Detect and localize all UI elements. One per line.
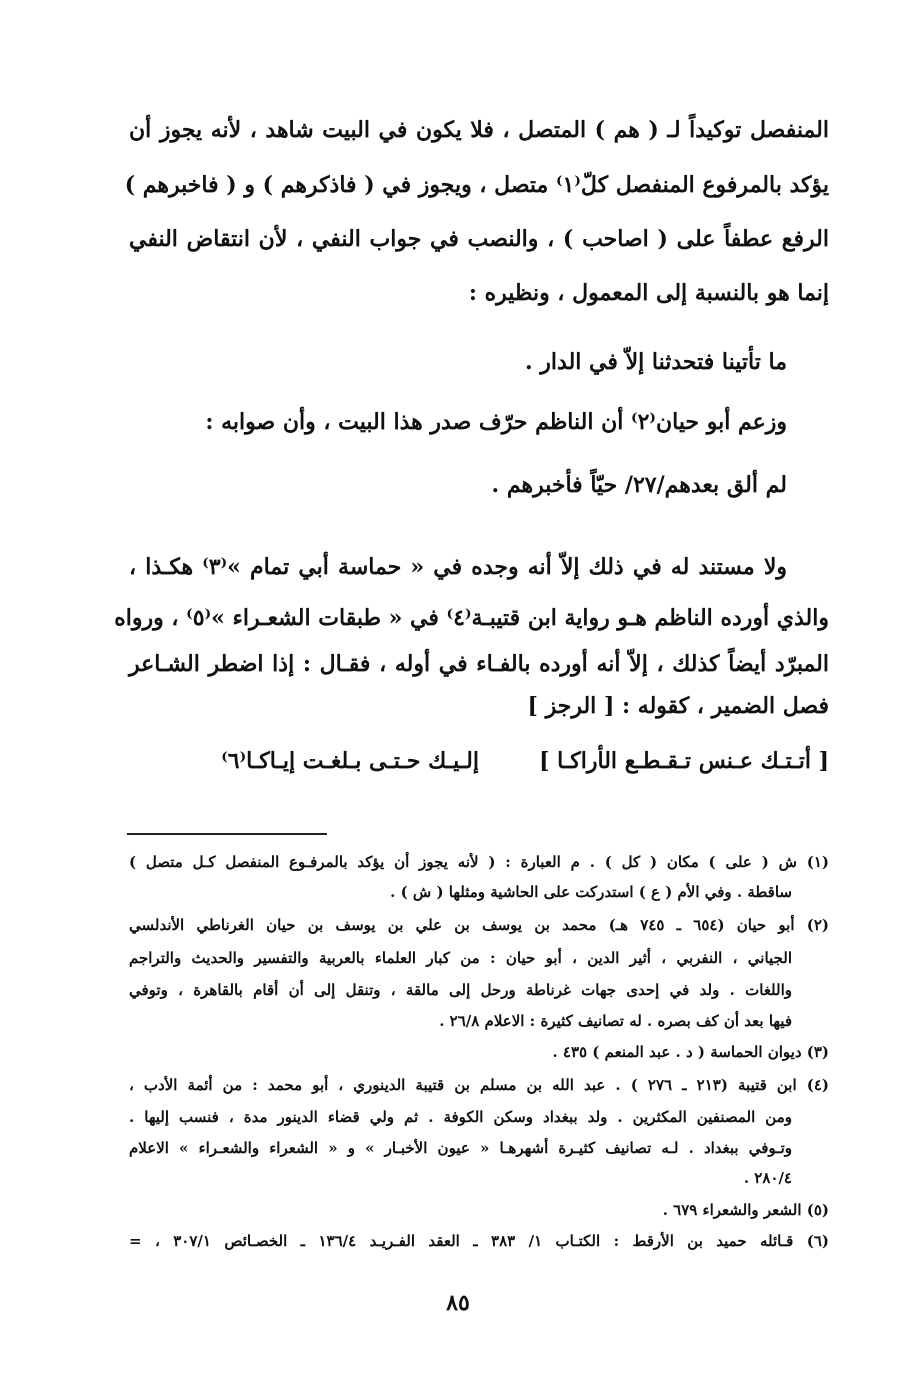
footnote-line: وتـوفي ببغداد . لـه تصانيف كثيـرة أشهرهـا « عيون الأخبـار » و « الشعراء والشعـراء » الاعلام bbox=[129, 1139, 792, 1157]
poetry-verse bbox=[129, 743, 829, 779]
example-sentence: ما تأتينا فتحدثنا إلاّ في الدار . bbox=[524, 349, 787, 375]
footnote-line: واللغات . ولد في إحدى جهات غرناطة ورحل إلى مالقة ، وتنقل إلى أن أقام بالقاهرة ، وتوفي bbox=[129, 981, 792, 999]
footnote-line: ٢٨٠/٤ . bbox=[743, 1169, 792, 1187]
body-text-line: والذي أورده الناظم هـو رواية ابن قتيبـة⁽٤⁾ في « طبقات الشعـراء »⁽٥⁾ ، ورواه bbox=[114, 605, 829, 631]
footnote-line: الجياني ، النفربي ، أثير الدين ، أبو حيان : من كبار العلماء بالعربية والتفسير والحديث والتراجم bbox=[129, 949, 792, 967]
footnote-line: (٥) الشعر والشعراء ٦٧٩ . bbox=[662, 1201, 829, 1219]
body-text-line: الرفع عطفاً على ( اصاحب ) ، والنصب في جواب النفي ، لأن انتقاض النفي bbox=[129, 226, 829, 252]
corrected-verse-line: لم ألق بعدهم/٢٧/ حيّاً فأخبرهم . bbox=[491, 472, 787, 498]
footnote-line: ومن المصنفين المكثرين . ولد ببغداد وسكن الكوفة . ثم ولي قضاء الدينور مدة ، فنسب إليها . bbox=[129, 1108, 792, 1126]
footnote-line: (٢) أبو حيان (٦٥٤ ـ ٧٤٥ هـ) محمد بن يوسف بن علي بن يوسف بن حيان الغرناطي الأندلسي bbox=[129, 916, 829, 934]
footnote-line: (٣) ديوان الحماسة ( د . عبد المنعم ) ٤٣٥ . bbox=[552, 1043, 829, 1061]
footnote-line: (٦) قـائله حميد بن الأرقط : الكتـاب ١/ ٣٨٣ ـ العقد الفـريـد ١٣٦/٤ ـ الخصـائص ٣٠٧/١ ، = bbox=[129, 1232, 829, 1250]
footnote-line: فيها بعد أن كف بصره . له تصانيف كثيرة : الاعلام ٢٦/٨ . bbox=[439, 1012, 792, 1030]
footnote-separator bbox=[127, 833, 327, 835]
body-text-line: المنفصل توكيداً لـ ( هم ) المتصل ، فلا يكون في البيت شاهد ، لأنه يجوز أن bbox=[129, 117, 829, 143]
claim-sentence: وزعم أبو حيان⁽٢⁾ أن الناظم حرّف صدر هذا البيت ، وأن صوابه : bbox=[205, 409, 787, 435]
footnote-line: ساقطة . وفي الأم ( ع ) استدركت على الحاشية ومثلها ( ش ) . bbox=[390, 883, 792, 901]
body-text-line: فصل الضمير ، كقوله : [ الرجز ] bbox=[527, 693, 829, 719]
verse-first-hemistich: [ أتـتـك عـنس تـقـطـع الأراكـا ] bbox=[539, 748, 829, 774]
body-text-line: المبرّد أيضاً كذلك ، إلاّ أنه أورده بالفـاء في أوله ، فقـال : إذا اضطر الشـاعر bbox=[129, 651, 829, 677]
verse-second-hemistich: إلـيـك حـتـى بـلغـت إيـاكـا⁽٦⁾ bbox=[221, 748, 479, 774]
footnote-line: (٤) ابن قتيبة (٢١٣ ـ ٢٧٦ ) . عبد الله بن مسلم بن قتيبة الدينوري ، أبو محمد : من أئمة الأدب ، bbox=[129, 1076, 830, 1094]
body-text-line: ولا مستند له في ذلك إلاّ أنه وجده في « حماسة أبي تمام »⁽٣⁾ هكـذا ، bbox=[129, 554, 788, 580]
footnote-line: (١) ش ( على ) مكان ( كل ) . م العبارة : ( لأنه يجوز أن يؤكد بالمرفـوع المنفصل كـل متصل ) bbox=[129, 853, 829, 871]
body-text-line: يؤكد بالمرفوع المنفصل كلّ⁽١⁾ متصل ، ويجوز في ( فاذكرهم ) و ( فاخبرهم ) bbox=[124, 172, 829, 198]
page-number: ٨٥ bbox=[446, 1290, 470, 1316]
body-text-line: إنما هو بالنسبة إلى المعمول ، ونظيره : bbox=[468, 280, 829, 306]
